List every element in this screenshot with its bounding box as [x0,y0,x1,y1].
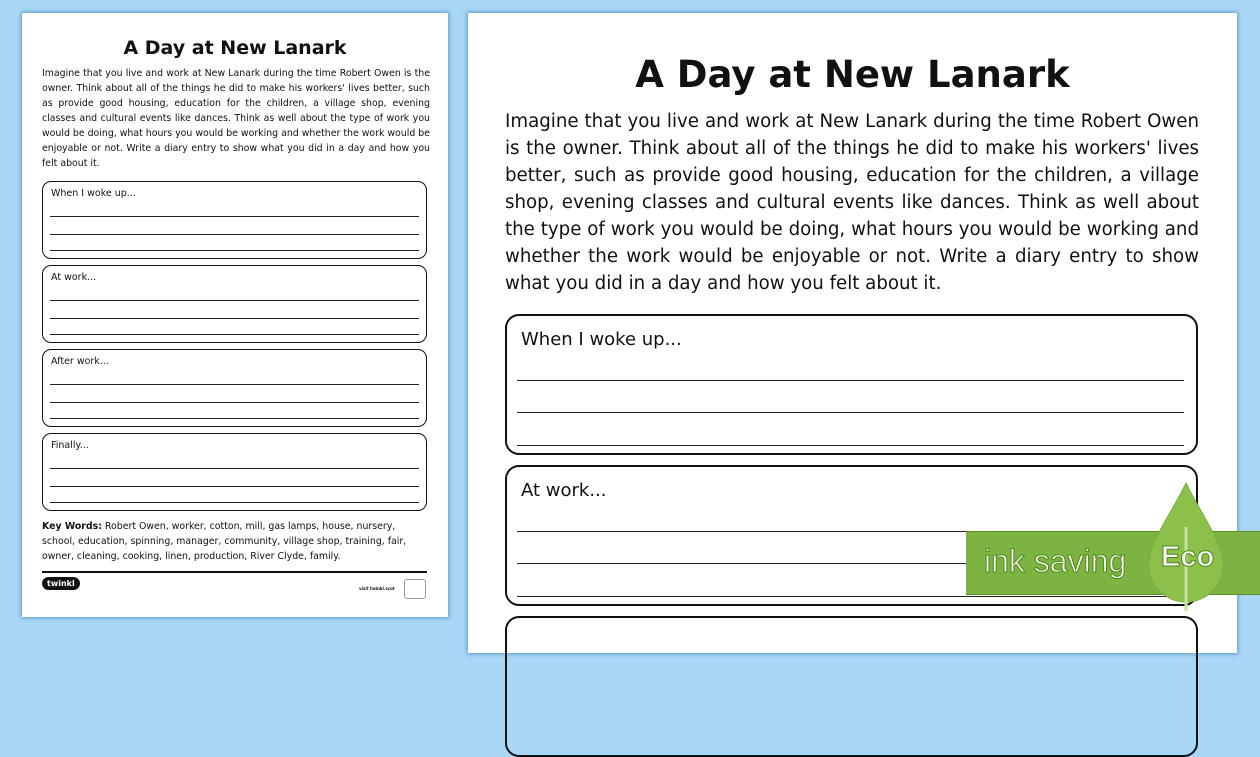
eco-leaf-icon [1147,481,1225,611]
section-label: When I woke up... [51,188,136,199]
key-words: Key Words: Robert Owen, worker, cotton, mill, gas lamps, house, nursery, school, education, spinning, manager, community, village shop, training, fair, owner, cleaning, cooking, linen, production, River Clyde, family. [42,521,407,562]
section-box [505,616,1198,757]
section-box [42,433,427,511]
section-box [42,181,427,259]
section-label: Finally... [51,440,89,451]
page-title: A Day at New Lanark [123,37,347,59]
intro-text: Imagine that you live and work at New Lanark during the time Robert Owen is the owner. Think about all of the things he did to make his workers' lives better, such as provide good housing, education for the children, a village shop, evening classes and cultural events like dances. Think as well about the type of work you would be doing, what hours you would be working and whether the work would be enjoyable or not. Write a diary entry to show what you did in a day and how you felt about it. [505,111,1199,294]
footer-divider [42,571,427,573]
section-box [42,265,427,343]
section-label: After work... [51,356,109,367]
section-label: When I woke up... [521,329,682,350]
page-title: A Day at New Lanark [635,53,1070,96]
section-label: At work... [521,480,607,501]
worksheet-thumbnail [22,13,448,617]
visit-text: visit twinkl.scot [359,586,395,591]
section-box [505,314,1198,455]
ink-saving-label: ink saving [984,543,1127,579]
quality-badge-icon [404,579,426,599]
intro-text: Imagine that you live and work at New Lanark during the time Robert Owen is the owner. Think about all of the things he did to make his workers' lives better, such as provide good housing, education for the children, a village shop, evening classes and cultural events like dances. Think as well about the type of work you would be doing, what hours you would be working and whether the work would be enjoyable or not. Write a diary entry to show what you did in a day and how you felt about it. [42,68,430,169]
twinkl-logo: twinkl [42,577,80,590]
eco-label: Eco [1161,541,1215,573]
section-box [42,349,427,427]
section-label: At work... [51,272,97,283]
